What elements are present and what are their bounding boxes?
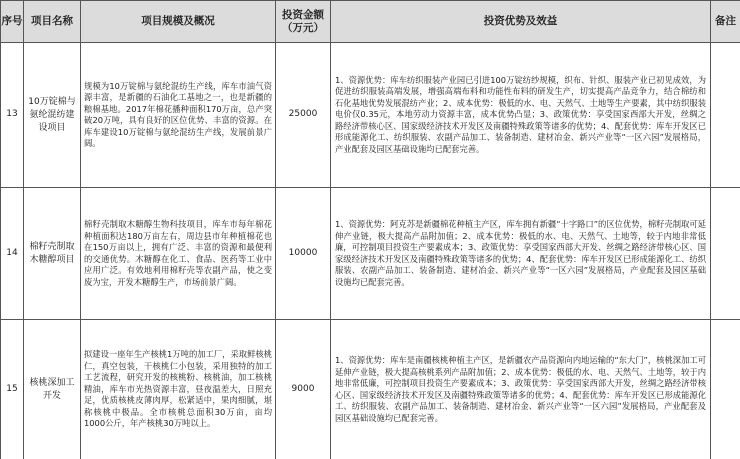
table-row xyxy=(1,188,740,320)
row-scale-description: 规模为10万锭棉与氨纶混纺生产线，库车市油气资源丰富，是新疆的石油化工基地之一，也是新疆的粮棉基地。2017年棉花播种面积170万亩，总产突破20万吨，具有良好的区位优势、丰富的资源。在库车建设10万锭棉与氨纶混纺生产线，发展前景广阔。 xyxy=(81,43,276,188)
row-scale-description: 拟建设一座年生产核桃1万吨的加工厂，采取鲜核桃仁，真空包装，干核桃仁小包装，采用独特的加工工艺流程，研究开发的核桃粉、核桃油，加工核桃精油，库车市光热资源丰富，昼夜温差大，日照充足，优质核桃皮薄肉厚，松紧适中，果肉细腻，堪称核桃中极品。全市核桃总面积30万亩，亩均1000公斤，年产核桃30万吨以上。 xyxy=(81,320,276,459)
row-investment-amount: 25000 xyxy=(276,43,331,188)
row-seq: 14 xyxy=(1,188,24,320)
row-seq: 13 xyxy=(1,43,24,188)
row-project-name: 10万锭棉与氨纶混纺建设项目 xyxy=(24,43,81,188)
table-row xyxy=(1,43,740,188)
row-project-name: 棉籽壳制取木糖醇项目 xyxy=(24,188,81,320)
table-header-row xyxy=(1,1,740,43)
row-investment-amount: 9000 xyxy=(276,320,331,459)
table-row xyxy=(1,320,740,459)
row-note xyxy=(711,188,740,320)
row-seq: 15 xyxy=(1,320,24,459)
row-advantages: 1、资源优势：库车是南疆核桃种植主产区，是新疆农产品资源向内地运输的“东大门”，核桃深加工可延伸产业链，极大提高核桃系列产品附加值；2、成本优势：极低的水、电、天然气、土地等，较于内地非常低廉，可控制项目投资生产要素成本；3、政策优势：享受国家西部大开发，丝绸之路经济带核心区、国家级经济技术开发区及南疆特殊政策等诸多的优势；4、配套优势：库车开发区已形成能源化工、纺织服装、农副产品加工、装备制造、建材冶金、新兴产业等“一区六园”发展格局，产业配套及园区基础设施均已配套完善。 xyxy=(331,320,711,459)
row-note xyxy=(711,43,740,188)
header-seq: 序号 xyxy=(1,1,24,43)
row-project-name: 核桃深加工开发 xyxy=(24,320,81,459)
row-advantages: 1、资源优势：阿克苏是新疆棉花种植主产区，库车拥有新疆“十字路口”的区位优势，棉籽壳制取可延伸产业链，极大提高产品附加值；2、成本优势：极低的水、电、天然气、土地等，较于内地非常低廉，可控制项目投资生产要素成本；3、政策优势：享受国家西部大开发、丝绸之路经济带核心区、国家级经济技术开发区及南疆特殊政策等诸多的优势；4、配套优势：库车开发区已形成能源化工、纺织服装、农副产品加工、装备制造、建材冶金、新兴产业等“一区六园”发展格局，产业配套及园区基础设施均已配套完善。 xyxy=(331,188,711,320)
header-name: 项目名称 xyxy=(24,1,81,43)
row-scale-description: 棉籽壳制取木糖醇生物科技项目，库车市每年棉花种植面积达180万亩左右，周边县市年种植棉花也在150万亩以上，拥有广泛、丰富的资源和最便利的交通优势。木糖醇在化工、食品、医药等工业中应用广泛。有效地利用棉籽壳等农副产品，使之变废为宝，开发木糖醇生产，市场前景广阔。 xyxy=(81,188,276,320)
header-amount: 投资金额（万元） xyxy=(276,1,331,43)
header-advantage: 投资优势及效益 xyxy=(331,1,711,43)
row-advantages: 1、资源优势：库车纺织服装产业园已引进100万锭纺纱规模，织布、针织、服装产业已初见成效，为促进纺织服装高端发展，增强高端布料和功能性布料的研发生产，切实提高产品竞争力，结合棉纺和石化基地优势发展混纺产业；2、成本优势：极低的水、电、天然气、土地等生产要素，其中纺织服装电价仅0.35元，本地劳动力资源丰富，成本优势凸显；3、政策优势：享受国家西部大开发，丝绸之路经济带核心区、国家级经济技术开发区及南疆特殊政策等诸多的优势；4、配套优势：库车开发区已形成能源化工、纺织服装、农副产品加工、装备制造、建材冶金、新兴产业等“一区六园”发展格局，产业配套及园区基础设施均已配套完善。 xyxy=(331,43,711,188)
row-note xyxy=(711,320,740,459)
header-note: 备注 xyxy=(711,1,740,43)
row-investment-amount: 10000 xyxy=(276,188,331,320)
header-scale: 项目规模及概况 xyxy=(81,1,276,43)
